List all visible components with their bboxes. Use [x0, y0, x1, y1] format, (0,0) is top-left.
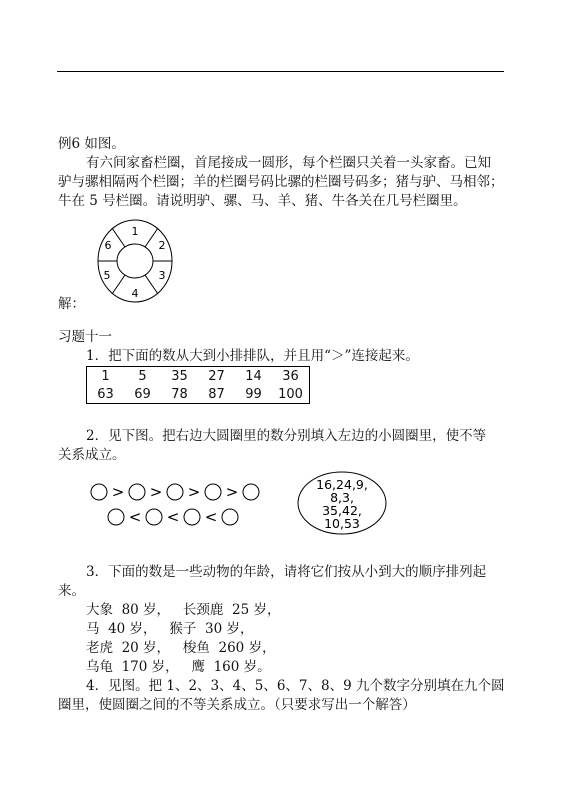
- animal-age-line: 马 40 岁， 猴子 30 岁，: [86, 621, 254, 637]
- blank-circle: [184, 509, 200, 525]
- lt-symbol: <: [166, 508, 180, 526]
- lt-symbol: <: [204, 508, 218, 526]
- gt-symbol: >: [111, 483, 125, 501]
- ring-inner: [117, 244, 153, 278]
- table-cell: 36: [282, 368, 299, 384]
- blank-circle: [243, 484, 259, 500]
- gt-symbol: >: [149, 483, 163, 501]
- table-row: [87, 367, 310, 386]
- header-rule: [57, 71, 504, 72]
- blank-circle: [222, 509, 238, 525]
- answer-label: 解：: [58, 296, 85, 312]
- blank-circle: [205, 484, 221, 500]
- table-cell: 99: [245, 386, 262, 402]
- pen-label: 5: [103, 269, 111, 282]
- table-row: [87, 385, 310, 404]
- blank-circle: [108, 509, 124, 525]
- inequality-diagram: [84, 478, 274, 528]
- blank-circle: [91, 484, 107, 500]
- table-cell: 69: [134, 386, 151, 402]
- table-cell: 87: [208, 386, 225, 402]
- example-line: 驴与骡相隔两个栏圈；羊的栏圈号码比骡的栏圈号码多；猪与驴、马相邻；: [58, 174, 504, 190]
- pen-label: 4: [131, 287, 139, 300]
- q3-line: 来。: [58, 583, 85, 599]
- example-heading: 例6 如图。: [58, 136, 125, 152]
- blank-circle: [129, 484, 145, 500]
- circle-numbers-line: 16,24,9,: [316, 477, 368, 492]
- number-table: [86, 366, 310, 404]
- table-cell: 63: [97, 386, 114, 402]
- pen-label: 6: [104, 239, 112, 252]
- table-cell: 27: [208, 368, 225, 384]
- table-cell: 35: [171, 368, 188, 384]
- lt-symbol: <: [128, 508, 142, 526]
- q1-text: 1．把下面的数从大到小排排队，并且用“＞”连接起来。: [86, 348, 419, 364]
- animal-age-line: 乌龟 170 岁， 鹰 160 岁。: [86, 659, 271, 675]
- ring-divider: [145, 275, 158, 294]
- ring-divider: [112, 275, 125, 294]
- pen-label: 1: [131, 225, 139, 238]
- pen-ring-diagram: [87, 219, 187, 305]
- q4-line: 4．见图。把 1、2、3、4、5、6、7、8、9 九个数字分别填在九个圆: [86, 678, 505, 694]
- animal-age-line: 大象 80 岁， 长颈鹿 25 岁，: [86, 602, 281, 618]
- gt-symbol: >: [187, 483, 201, 501]
- animal-age-line: 老虎 20 岁， 梭鱼 260 岁，: [86, 640, 276, 656]
- q3-line: 3．下面的数是一些动物的年龄，请将它们按从小到大的顺序排列起: [86, 564, 487, 580]
- pen-label: 3: [158, 269, 166, 282]
- table-cell: 100: [278, 386, 303, 402]
- ring-divider: [145, 228, 158, 247]
- number-circle: [296, 470, 388, 536]
- circle-numbers-line: 10,53: [324, 516, 360, 531]
- table-cell: 78: [171, 386, 188, 402]
- circle-numbers-line: 8,3,: [330, 490, 354, 505]
- circle-numbers-line: 35,42,: [322, 503, 362, 518]
- pen-label: 2: [158, 239, 166, 252]
- example-line: 牛在 5 号栏圈。请说明驴、骡、马、羊、猪、牛各关在几号栏圈里。: [58, 193, 467, 209]
- q4-line: 圈里，使圆圈之间的不等关系成立。（只要求写出一个解答）: [58, 697, 416, 713]
- blank-circle: [146, 509, 162, 525]
- q2-line: 2．见下图。把右边大圆圈里的数分别填入左边的小圆圈里，使不等: [86, 428, 487, 444]
- blank-circle: [167, 484, 183, 500]
- table-cell: 14: [245, 368, 262, 384]
- ring-divider: [112, 228, 125, 247]
- gt-symbol: >: [225, 483, 239, 501]
- table-cell: 5: [138, 368, 147, 384]
- q2-line: 关系成立。: [58, 447, 126, 463]
- table-cell: 1: [101, 368, 110, 384]
- example-line: 有六间家畜栏圈，首尾接成一圆形，每个栏圈只关着一头家畜。已知: [86, 155, 491, 171]
- exercise-title: 习题十一: [58, 329, 112, 345]
